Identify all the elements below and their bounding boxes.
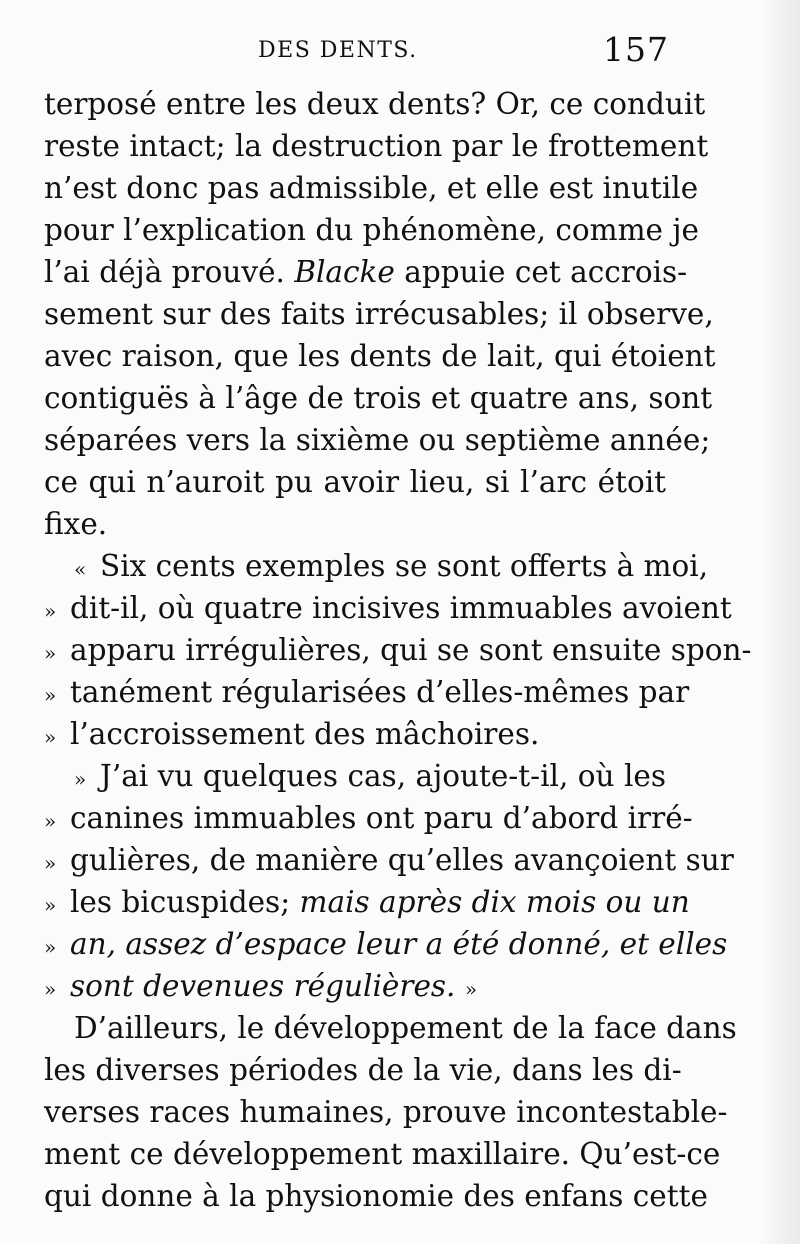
italic-quote: mais après dix mois ou un: [299, 885, 690, 919]
text-line: reste intact; la destruction par le frottement: [44, 129, 709, 163]
text-line: l’ai déjà prouvé. Blacke appuie cet accrois-: [44, 255, 688, 289]
quote-mark: »: [44, 599, 57, 623]
text-line: pour l’explication du phénomène, comme je: [44, 213, 699, 247]
quote-line: » l’accroissement des mâchoires.: [44, 714, 666, 754]
quote-mark: »: [74, 767, 87, 791]
quote-mark: »: [44, 641, 57, 665]
quote-mark: »: [44, 977, 57, 1001]
quote-mark: »: [44, 725, 57, 749]
quote-line: » gulières, de manière qu’elles avançoient sur: [44, 840, 666, 880]
text-line: qui donne à la physionomie des enfans cette: [44, 1179, 708, 1213]
quote-mark: »: [44, 809, 57, 833]
quote-line: » dit-il, où quatre incisives immuables avoient: [44, 588, 666, 628]
text-line: n’est donc pas admissible, et elle est inutile: [44, 171, 699, 205]
quote-line: » J’ai vu quelques cas, ajoute-t-il, où les: [74, 756, 666, 796]
page-header: [0, 30, 800, 80]
text-line: fixe.: [44, 507, 108, 541]
quote-line: » sont devenues régulières. »: [44, 966, 666, 1006]
text-line: sement sur des faits irrécusables; il observe,: [44, 297, 714, 331]
quote-line: « Six cents exemples se sont offerts à moi,: [74, 546, 666, 586]
quote-mark: »: [464, 977, 478, 1001]
quote-line: » an, assez d’espace leur a été donné, et elles: [44, 924, 666, 964]
quote-line: » tanément régularisées d’elles-mêmes par: [44, 672, 666, 712]
quote-mark: »: [44, 935, 57, 959]
text-line: les diverses périodes de la vie, dans les di-: [44, 1053, 682, 1087]
author-name: Blacke: [294, 255, 395, 289]
text-line: ment ce développement maxillaire. Qu’est-ce: [44, 1137, 721, 1171]
page-number: 157: [603, 30, 669, 69]
text-line: D’ailleurs, le développement de la face dans: [74, 1011, 737, 1045]
quote-line: » les bicuspides; mais après dix mois ou un: [44, 882, 666, 922]
quote-mark: »: [44, 893, 57, 917]
text-line: séparées vers la sixième ou septième année;: [44, 423, 711, 457]
text-line: contiguës à l’âge de trois et quatre ans, sont: [44, 381, 713, 415]
text-line: ce qui n’auroit pu avoir lieu, si l’arc étoit: [44, 465, 666, 499]
quote-mark: «: [74, 557, 87, 581]
quote-line: » apparu irrégulières, qui se sont ensuite spon-: [44, 630, 666, 670]
quote-line: » canines immuables ont paru d’abord irré-: [44, 798, 666, 838]
text-line: verses races humaines, prouve incontestable-: [44, 1095, 728, 1129]
text-line: terposé entre les deux dents? Or, ce conduit: [44, 87, 706, 121]
quote-mark: »: [44, 683, 57, 707]
quote-mark: »: [44, 851, 57, 875]
running-head: DES DENTS.: [258, 38, 418, 63]
text-line: avec raison, que les dents de lait, qui étoient: [44, 339, 716, 373]
